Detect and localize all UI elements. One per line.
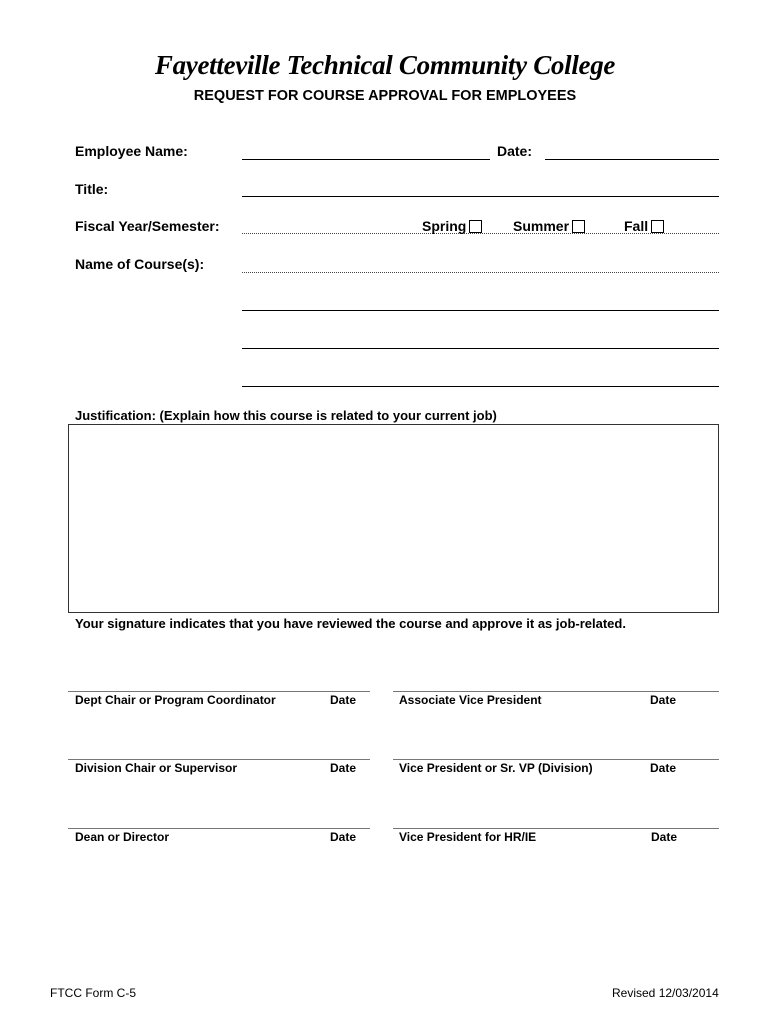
courses-label: Name of Course(s): bbox=[75, 256, 205, 272]
signature-line-dean[interactable] bbox=[68, 828, 370, 829]
summer-option bbox=[513, 218, 585, 234]
justification-textarea[interactable] bbox=[68, 424, 719, 613]
dean-date-label: Date bbox=[330, 830, 357, 844]
summer-checkbox[interactable] bbox=[572, 220, 585, 233]
fall-checkbox[interactable] bbox=[651, 220, 664, 233]
signature-statement: Your signature indicates that you have reviewed the course and approve it as job-related. bbox=[75, 616, 626, 631]
signature-line-vp-hr[interactable] bbox=[393, 828, 719, 829]
vp-division-date-label: Date bbox=[650, 761, 677, 775]
vp-division-label: Vice President or Sr. VP (Division) bbox=[399, 761, 593, 775]
form-id: FTCC Form C-5 bbox=[50, 986, 136, 1000]
vp-hr-label: Vice President for HR/IE bbox=[399, 830, 537, 844]
signature-line-assoc-vp[interactable] bbox=[393, 691, 719, 692]
employee-name-field[interactable] bbox=[242, 159, 490, 160]
assoc-vp-label: Associate Vice President bbox=[399, 693, 542, 707]
spring-label: Spring bbox=[422, 218, 467, 234]
division-chair-date-label: Date bbox=[330, 761, 357, 775]
spring-option bbox=[422, 218, 482, 234]
employee-name-label: Employee Name: bbox=[75, 143, 188, 159]
title-field[interactable] bbox=[242, 196, 719, 197]
assoc-vp-date-label: Date bbox=[650, 693, 677, 707]
fiscal-year-label: Fiscal Year/Semester: bbox=[75, 218, 220, 234]
signature-line-division-chair[interactable] bbox=[68, 759, 370, 760]
spring-checkbox[interactable] bbox=[469, 220, 482, 233]
signature-line-dept-chair[interactable] bbox=[68, 691, 370, 692]
summer-label: Summer bbox=[513, 218, 570, 234]
fall-option bbox=[624, 218, 664, 234]
course-field-4[interactable] bbox=[242, 386, 719, 387]
form-title: REQUEST FOR COURSE APPROVAL FOR EMPLOYEES bbox=[193, 88, 577, 104]
signature-line-vp-division[interactable] bbox=[393, 759, 719, 760]
justification-label: Justification: (Explain how this course is related to your current job) bbox=[75, 408, 497, 423]
dean-label: Dean or Director bbox=[75, 830, 170, 844]
fall-label: Fall bbox=[624, 218, 649, 234]
division-chair-label: Division Chair or Supervisor bbox=[75, 761, 238, 775]
title-label: Title: bbox=[75, 181, 109, 197]
revised-date: Revised 12/03/2014 bbox=[612, 986, 719, 1000]
date-field[interactable] bbox=[545, 159, 719, 160]
vp-hr-date-label: Date bbox=[651, 830, 678, 844]
course-field-3[interactable] bbox=[242, 348, 719, 349]
dept-chair-date-label: Date bbox=[330, 693, 357, 707]
dept-chair-label: Dept Chair or Program Coordinator bbox=[75, 693, 276, 707]
college-logo: Fayetteville Technical Community College bbox=[154, 50, 616, 80]
course-field-2[interactable] bbox=[242, 310, 719, 311]
course-field-1[interactable] bbox=[242, 272, 719, 273]
date-label: Date: bbox=[497, 143, 533, 159]
